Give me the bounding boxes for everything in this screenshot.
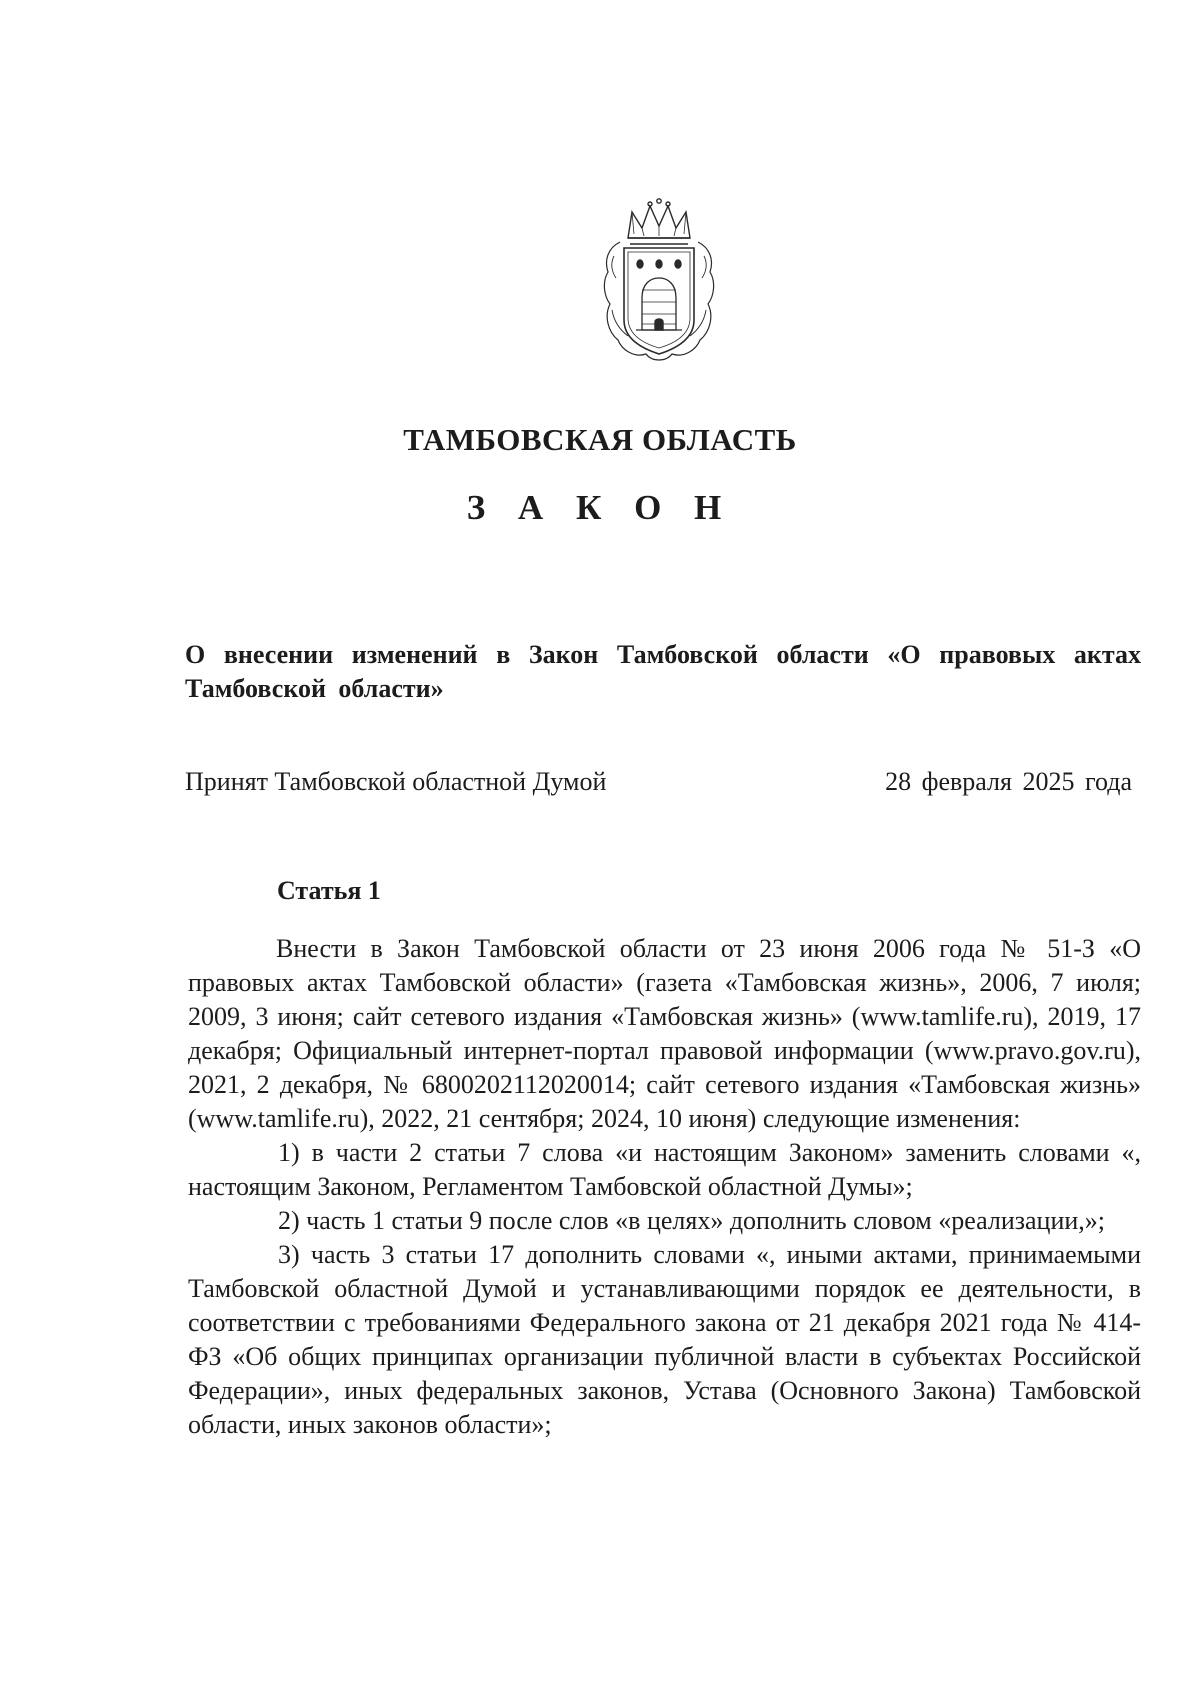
adopted-by: Принят Тамбовской областной Думой [185, 767, 607, 796]
article-item: 2) часть 1 статьи 9 после слов «в целях» дополнить словом «реализации,»; [278, 1206, 1106, 1235]
law-title: О внесении изменений в Закон Тамбовской области «О правовых актах Тамбовской области» [185, 640, 1141, 703]
adoption-date: 28 февраля 2025 года [885, 767, 1132, 796]
coat-of-arms-emblem [598, 198, 720, 366]
document-type: З А К О Н [466, 488, 734, 527]
article-heading: Статья 1 [277, 876, 381, 905]
region-name: ТАМБОВСКАЯ ОБЛАСТЬ [403, 422, 797, 457]
article-item: 3) часть 3 статьи 17 дополнить словами «, иными актами, принимаемыми Тамбовской областной Думой и устанавливающими порядок ее деятельности, в соответствии с требованиями Федерального закона от 21 декабря 2021 года № 414-ФЗ «Об общих принципах организации публичной власти в субъектах Российской Федерации», иных федеральных законов, Устава (Основного Закона) Тамбовской области, иных законов области»; [188, 1240, 1141, 1439]
article-intro-paragraph: Внести в Закон Тамбовской области от 23 июня 2006 года № 51-З «О правовых актах Тамбовской области» (газета «Тамбовская жизнь», 2006, 7 июля; 2009, 3 июня; сайт сетевого издания «Тамбовская жизнь» (www.tamlife.ru), 2019, 17 декабря; Официальный интернет-портал правовой информации (www.pravo.gov.ru), 2021, 2 декабря, № 6800202112020014; сайт сетевого издания «Тамбовская жизнь» (www.tamlife.ru), 2022, 21 сентября; 2024, 10 июня) следующие изменения: [188, 934, 1141, 1133]
article-body [188, 932, 1141, 1442]
article-item: 1) в части 2 статьи 7 слова «и настоящим Законом» заменить словами «, настоящим Законом, Регламентом Тамбовской областной Думы»; [188, 1138, 1141, 1201]
